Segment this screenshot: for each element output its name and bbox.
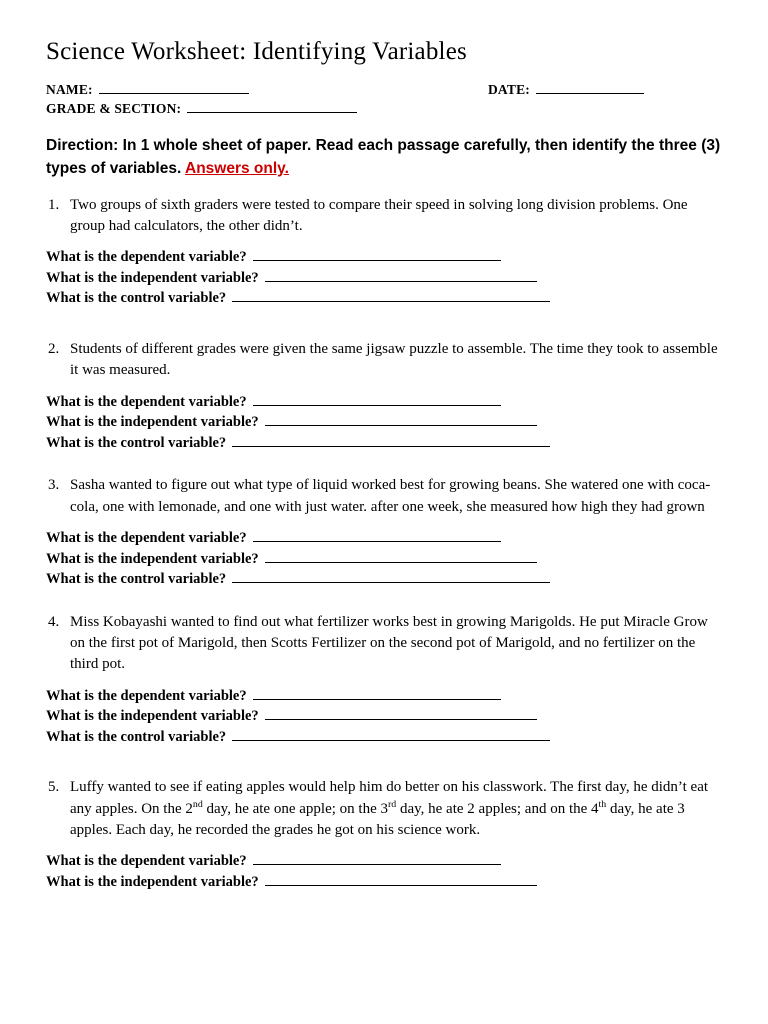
question-body-part-2: day, he ate one apple; on the 3	[202, 800, 388, 817]
grade-section-row	[44, 99, 724, 117]
dependent-variable-label: What is the dependent variable?	[46, 393, 247, 410]
dependent-variable-input-line[interactable]	[253, 247, 501, 261]
answer-blanks	[44, 851, 724, 892]
question-text-row	[44, 612, 724, 676]
question-item	[44, 195, 724, 309]
spacer	[44, 749, 724, 777]
dependent-variable-row	[46, 851, 724, 872]
answer-blanks	[44, 528, 724, 590]
grade-field-group	[46, 99, 357, 117]
ordinal-suffix-4th: th	[598, 798, 607, 810]
control-variable-label: What is the control variable?	[46, 571, 227, 588]
question-item	[44, 339, 724, 453]
independent-variable-input-line[interactable]	[265, 872, 537, 886]
independent-variable-row	[46, 412, 724, 433]
question-number: 5.	[48, 779, 60, 796]
name-field-group	[46, 80, 249, 98]
control-variable-row	[46, 288, 724, 309]
independent-variable-input-line[interactable]	[265, 268, 537, 282]
ordinal-suffix-3rd: rd	[387, 798, 397, 810]
dependent-variable-label: What is the dependent variable?	[46, 853, 247, 870]
dependent-variable-row	[46, 686, 724, 707]
question-number: 4.	[48, 613, 60, 630]
dependent-variable-label: What is the dependent variable?	[46, 687, 247, 704]
name-date-row	[44, 80, 724, 98]
question-body-part-3: day, he ate 2 apples; and on the 4	[396, 800, 599, 817]
question-item	[44, 475, 724, 589]
control-variable-label: What is the control variable?	[46, 728, 227, 745]
answer-blanks	[44, 686, 724, 748]
grade-input-line[interactable]	[187, 99, 357, 113]
independent-variable-input-line[interactable]	[265, 549, 537, 563]
control-variable-label: What is the control variable?	[46, 434, 227, 451]
question-body: Two groups of sixth graders were tested to compare their speed in solving long division problems. One group had calculators, the other didn’t.	[70, 196, 688, 234]
name-label: NAME:	[46, 81, 93, 97]
question-body-part-4: day, he ate 3 apples. Each day, he recorded the grades he got on his science work.	[70, 800, 685, 839]
date-field-group	[488, 80, 724, 98]
independent-variable-input-line[interactable]	[265, 412, 537, 426]
dependent-variable-row	[46, 392, 724, 413]
control-variable-row	[46, 433, 724, 454]
name-input-line[interactable]	[99, 80, 249, 94]
question-body: Sasha wanted to figure out what type of liquid worked best for growing beans. She watered one with coca-cola, one with lemonade, and one with just water. after one week, she measured how high they had grown	[70, 477, 711, 515]
answer-blanks	[44, 247, 724, 309]
independent-variable-row	[46, 872, 724, 893]
dependent-variable-label: What is the dependent variable?	[46, 529, 247, 546]
direction-paragraph	[44, 135, 724, 181]
questions-list	[44, 195, 724, 893]
spacer	[44, 311, 724, 339]
control-variable-row	[46, 727, 724, 748]
spacer	[44, 592, 724, 612]
answers-only-note: Answers only.	[185, 159, 289, 177]
independent-variable-input-line[interactable]	[265, 706, 537, 720]
independent-variable-label: What is the independent variable?	[46, 414, 259, 431]
date-label: DATE:	[487, 81, 530, 97]
question-number: 3.	[48, 477, 60, 494]
independent-variable-row	[46, 268, 724, 289]
independent-variable-label: What is the independent variable?	[46, 874, 259, 891]
question-body-part-1: Luffy wanted to see if eating apples would help him do better on his classwork. The first day, he didn’t eat any apples. On the 2	[70, 779, 709, 817]
dependent-variable-row	[46, 247, 724, 268]
dependent-variable-input-line[interactable]	[253, 528, 501, 542]
question-text-row	[44, 195, 724, 238]
independent-variable-row	[46, 549, 724, 570]
control-variable-input-line[interactable]	[232, 569, 550, 583]
independent-variable-label: What is the independent variable?	[46, 550, 259, 567]
direction-text: Direction: In 1 whole sheet of paper. Read each passage carefully, then identify the three (3) types of variables.	[46, 136, 721, 177]
control-variable-input-line[interactable]	[232, 288, 550, 302]
independent-variable-label: What is the independent variable?	[46, 708, 259, 725]
dependent-variable-input-line[interactable]	[253, 392, 501, 406]
date-input-line[interactable]	[536, 80, 644, 94]
independent-variable-label: What is the independent variable?	[46, 269, 259, 286]
spacer	[44, 455, 724, 475]
question-body: Students of different grades were given the same jigsaw puzzle to assemble. The time they took to assemble it was measured.	[70, 340, 718, 379]
question-text-row	[44, 777, 724, 841]
grade-label: GRADE & SECTION:	[46, 100, 182, 116]
question-text-row	[44, 475, 724, 518]
independent-variable-row	[46, 706, 724, 727]
control-variable-input-line[interactable]	[232, 433, 550, 447]
dependent-variable-row	[46, 528, 724, 549]
question-item	[44, 612, 724, 748]
answer-blanks	[44, 392, 724, 454]
dependent-variable-label: What is the dependent variable?	[46, 249, 247, 266]
control-variable-input-line[interactable]	[232, 727, 550, 741]
ordinal-suffix-2nd: nd	[192, 798, 203, 810]
dependent-variable-input-line[interactable]	[253, 851, 501, 865]
page-title: Science Worksheet: Identifying Variables	[46, 38, 467, 65]
question-body	[70, 777, 724, 841]
question-number: 2.	[48, 340, 60, 357]
control-variable-row	[46, 569, 724, 590]
question-item	[44, 777, 724, 892]
dependent-variable-input-line[interactable]	[253, 686, 501, 700]
question-body: Miss Kobayashi wanted to find out what fertilizer works best in growing Marigolds. He put Miracle Grow on the first pot of Marigold, then Scotts Fertilizer on the second pot of Marigold, and no fertilizer on the third pot.	[70, 613, 708, 673]
question-number: 1.	[48, 196, 60, 213]
question-text-row	[44, 339, 724, 382]
control-variable-label: What is the control variable?	[46, 290, 227, 307]
